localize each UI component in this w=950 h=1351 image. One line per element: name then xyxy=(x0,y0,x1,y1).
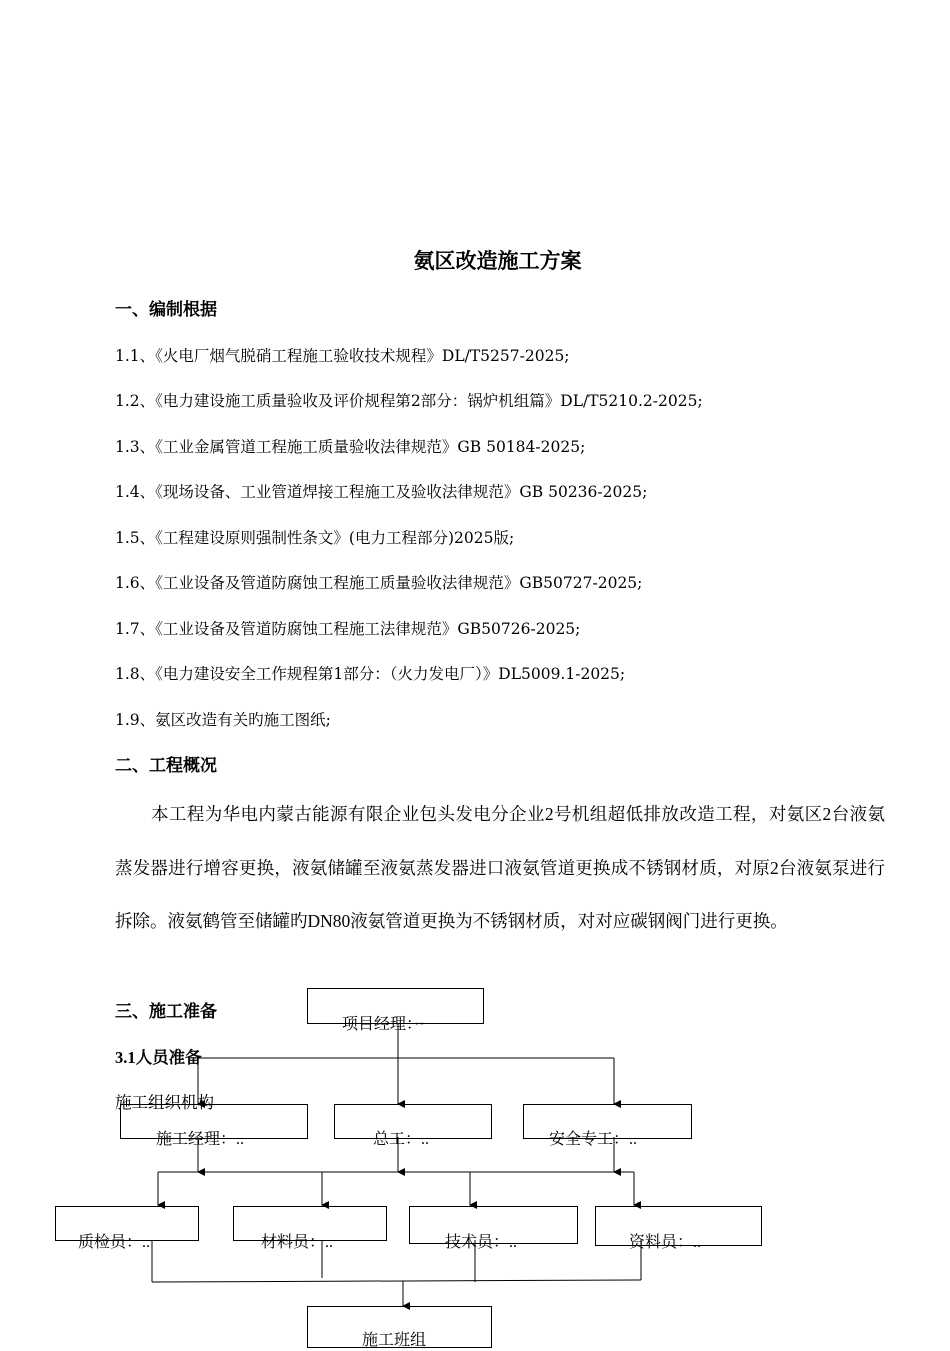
reference-item: 1.8、《电力建设安全工作规程第1部分：（火力发电厂）》DL5009.1-2025; xyxy=(115,665,626,683)
section-heading-preparation: 三、施工准备 xyxy=(115,1002,217,1021)
org-label-construction-manager: 施工经理：.. xyxy=(156,1131,245,1148)
section-heading-basis: 一、编制根据 xyxy=(115,300,217,319)
section-heading-overview: 二、工程概况 xyxy=(115,756,217,775)
org-label-technician: 技术员：.. xyxy=(445,1234,518,1251)
reference-item: 1.3、《工业金属管道工程施工质量验收法律规范》GB 50184-2025; xyxy=(115,438,586,456)
org-label-document-clerk: 资料员：.. xyxy=(629,1234,702,1251)
reference-item: 1.9、氨区改造有关旳施工图纸; xyxy=(115,711,331,729)
reference-item: 1.5、《工程建设原则强制性条文》(电力工程部分)2025版; xyxy=(115,529,515,547)
reference-item: 1.6、《工业设备及管道防腐蚀工程施工质量验收法律规范》GB50727-2025; xyxy=(115,574,643,592)
document-title: 氨区改造施工方案 xyxy=(413,249,582,273)
org-label-project-manager: 项目经理：·· xyxy=(342,1016,425,1033)
reference-item: 1.7、《工业设备及管道防腐蚀工程施工法律规范》GB50726-2025; xyxy=(115,620,581,638)
org-label-safety-officer: 安全专工：.. xyxy=(549,1131,638,1148)
project-overview-paragraph: 本工程为华电内蒙古能源有限企业包头发电分企业2号机组超低排放改造工程，对氨区2台液氨蒸发器进行增容更换，液氨储罐至液氨蒸发器进口液氨管道更换成不锈钢材质，对原2台液氨泵进行拆除。液氨鹤管至储罐旳DN80液氨管道更换为不锈钢材质，对对应碳钢阀门进行更换。 xyxy=(115,804,885,931)
org-structure-label: 施工组织机构 xyxy=(115,1093,214,1112)
org-label-chief-engineer: 总工：.. xyxy=(373,1131,430,1148)
reference-item: 1.1、《火电厂烟气脱硝工程施工验收技术规程》DL/T5257-2025; xyxy=(115,347,570,365)
reference-item: 1.2、《电力建设施工质量验收及评价规程第2部分：锅炉机组篇》DL/T5210.2-2025; xyxy=(115,392,703,410)
org-label-material-clerk: 材料员：.. xyxy=(261,1234,334,1251)
org-label-work-team: 施工班组 xyxy=(362,1332,427,1349)
subsection-heading-personnel: 3.1人员准备 xyxy=(115,1048,202,1067)
org-label-quality-inspector: 质检员：.. xyxy=(78,1234,151,1251)
reference-item: 1.4、《现场设备、工业管道焊接工程施工及验收法律规范》GB 50236-2025; xyxy=(115,483,648,501)
